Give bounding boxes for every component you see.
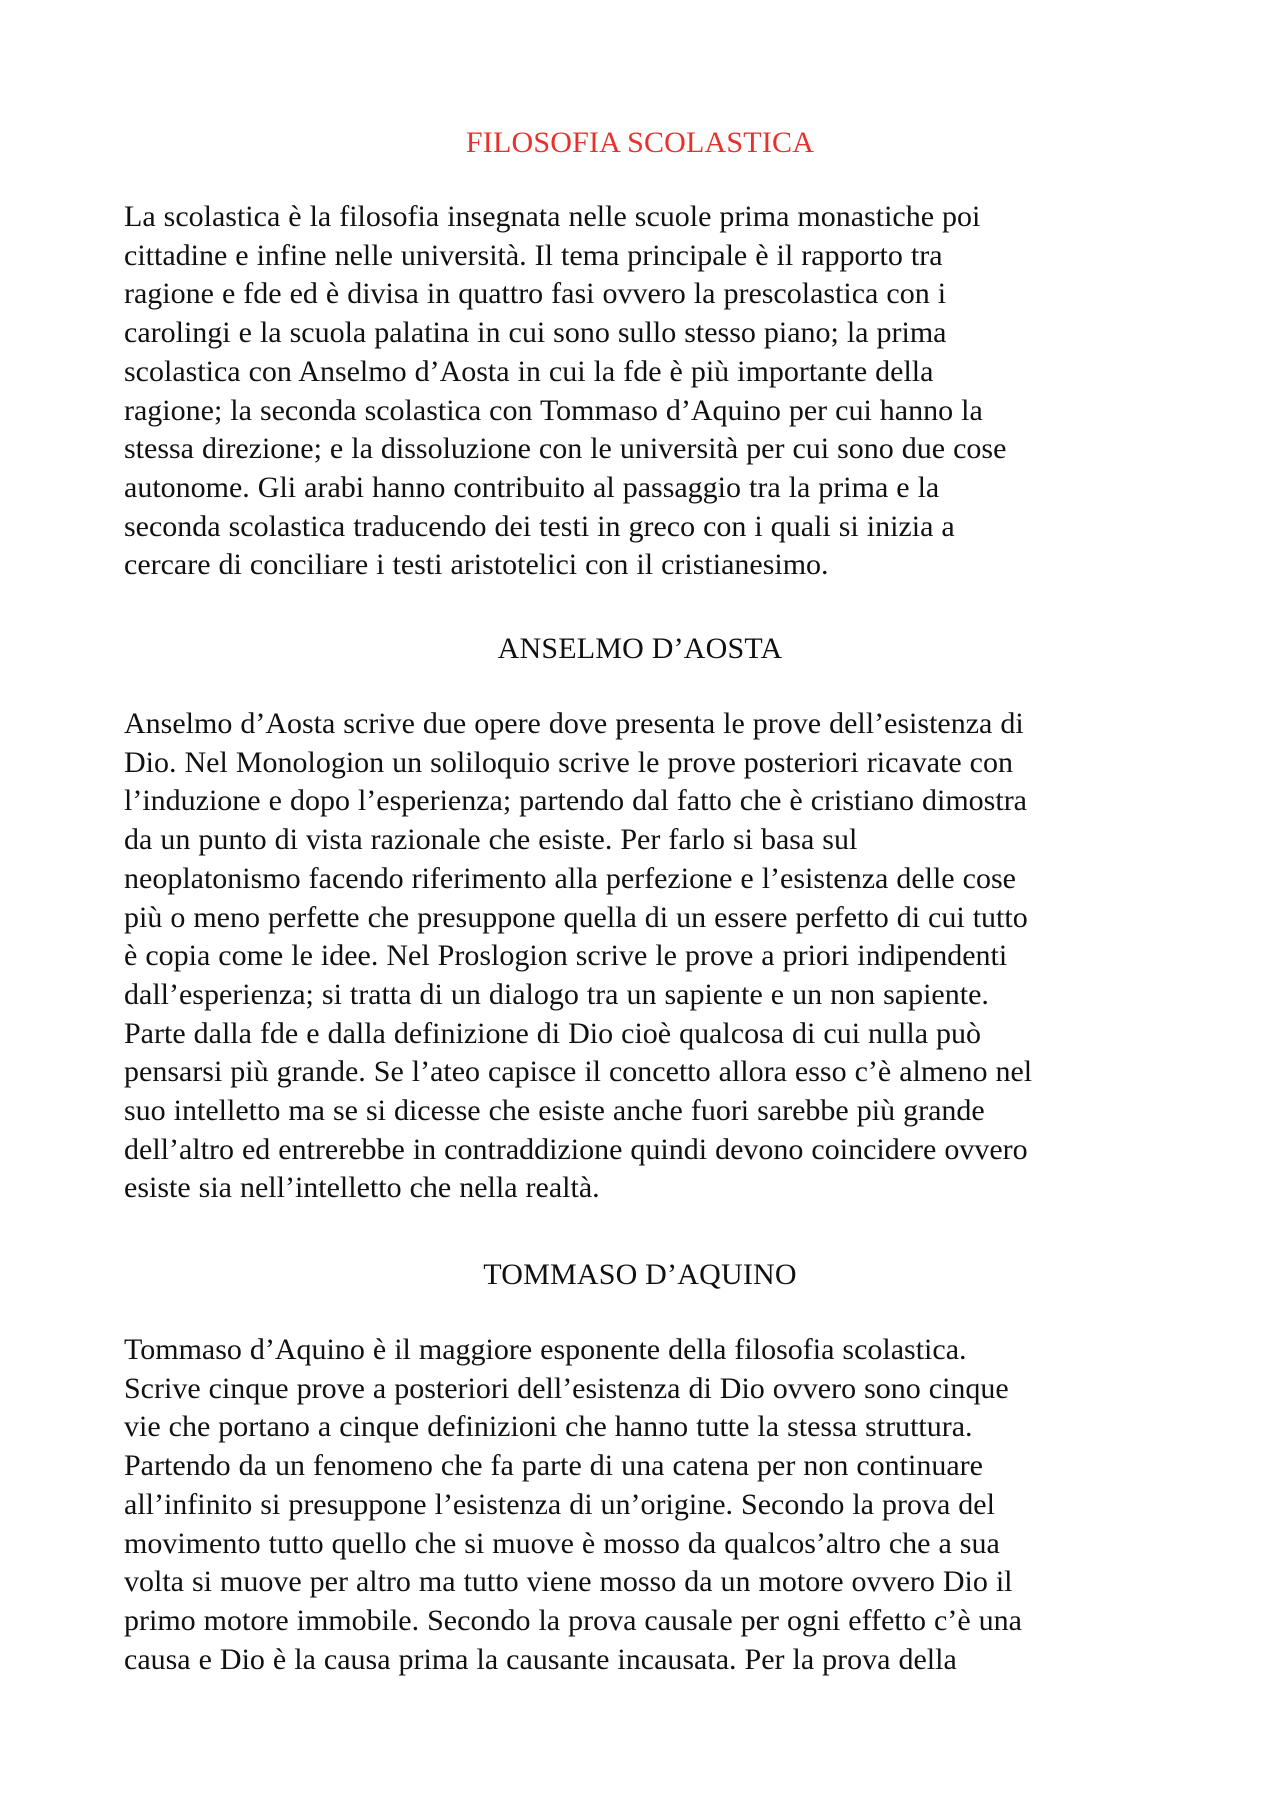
paragraph-line: Tommaso d’Aquino è il maggiore esponente della filosofia scolastica. [124,1333,967,1366]
paragraph-line: stessa direzione; e la dissoluzione con le università per cui sono due cose [124,432,1007,466]
paragraph-line: più o meno perfette che presuppone quella di un essere perfetto di cui tutto [124,900,1028,934]
paragraph-line: seconda scolastica traducendo dei testi in greco con i quali si inizia a [124,509,955,543]
paragraph-line: esiste sia nell’intelletto che nella realtà. [124,1171,600,1205]
paragraph-line: vie che portano a cinque definizioni che hanno tutte la stessa struttura. [124,1410,973,1444]
tommaso-paragraph [124,1331,1164,1679]
paragraph-line: ragione e fde ed è divisa in quattro fasi ovvero la prescolastica con i [124,277,947,311]
section-heading-anselmo: ANSELMO D’AOSTA [497,632,783,665]
intro-paragraph [124,198,1164,585]
paragraph-line: movimento tutto quello che si muove è mosso da qualcos’altro che a sua [124,1526,1000,1560]
paragraph-line: cittadine e infine nelle università. Il tema principale è il rapporto tra [124,238,943,272]
paragraph-line: neoplatonismo facendo riferimento alla perfezione e l’esistenza delle cose [124,861,1016,895]
paragraph-line: all’infinito si presuppone l’esistenza di un’origine. Secondo la prova del [124,1487,995,1521]
paragraph-line: è copia come le idee. Nel Proslogion scrive le prove a priori indipendenti [124,939,1008,973]
paragraph-line: cercare di conciliare i testi aristotelici con il cristianesimo. [124,548,829,582]
paragraph-line: causa e Dio è la causa prima la causante incausata. Per la prova della [124,1642,957,1676]
paragraph-line: dell’altro ed entrerebbe in contraddizione quindi devono coincidere ovvero [124,1132,1028,1166]
section-heading-tommaso: TOMMASO D’AQUINO [483,1258,797,1291]
paragraph-line: pensarsi più grande. Se l’ateo capisce il concetto allora esso c’è almeno nel [124,1055,1033,1089]
paragraph-line: volta si muove per altro ma tutto viene mosso da un motore ovvero Dio il [124,1565,1013,1599]
paragraph-line: suo intelletto ma se si dicesse che esiste anche fuori sarebbe più grande [124,1094,985,1128]
paragraph-line: da un punto di vista razionale che esiste. Per farlo si basa sul [124,823,858,857]
paragraph-line: Parte dalla fde e dalla definizione di Dio cioè qualcosa di cui nulla può [124,1016,982,1050]
paragraph-line: carolingi e la scuola palatina in cui sono sullo stesso piano; la prima [124,316,947,350]
paragraph-line: autonome. Gli arabi hanno contribuito al passaggio tra la prima e la [124,470,940,504]
paragraph-line: Scrive cinque prove a posteriori dell’esistenza di Dio ovvero sono cinque [124,1371,1009,1405]
paragraph-line: l’induzione e dopo l’esperienza; partendo dal fatto che è cristiano dimostra [124,784,1027,818]
document-title: FILOSOFIA SCOLASTICA [465,126,815,159]
paragraph-line: Anselmo d’Aosta scrive due opere dove presenta le prove dell’esistenza di [124,707,1024,740]
paragraph-line: Partendo da un fenomeno che fa parte di una catena per non continuare [124,1449,983,1483]
paragraph-line: ragione; la seconda scolastica con Tommaso d’Aquino per cui hanno la [124,393,983,427]
paragraph-line: scolastica con Anselmo d’Aosta in cui la fde è più importante della [124,354,934,388]
paragraph-line: La scolastica è la filosofia insegnata nelle scuole prima monastiche poi [124,200,981,233]
paragraph-line: dall’esperienza; si tratta di un dialogo tra un sapiente e un non sapiente. [124,977,989,1011]
paragraph-line: Dio. Nel Monologion un soliloquio scrive le prove posteriori ricavate con [124,745,1013,779]
paragraph-line: primo motore immobile. Secondo la prova causale per ogni effetto c’è una [124,1603,1022,1637]
anselmo-paragraph [124,705,1164,1208]
